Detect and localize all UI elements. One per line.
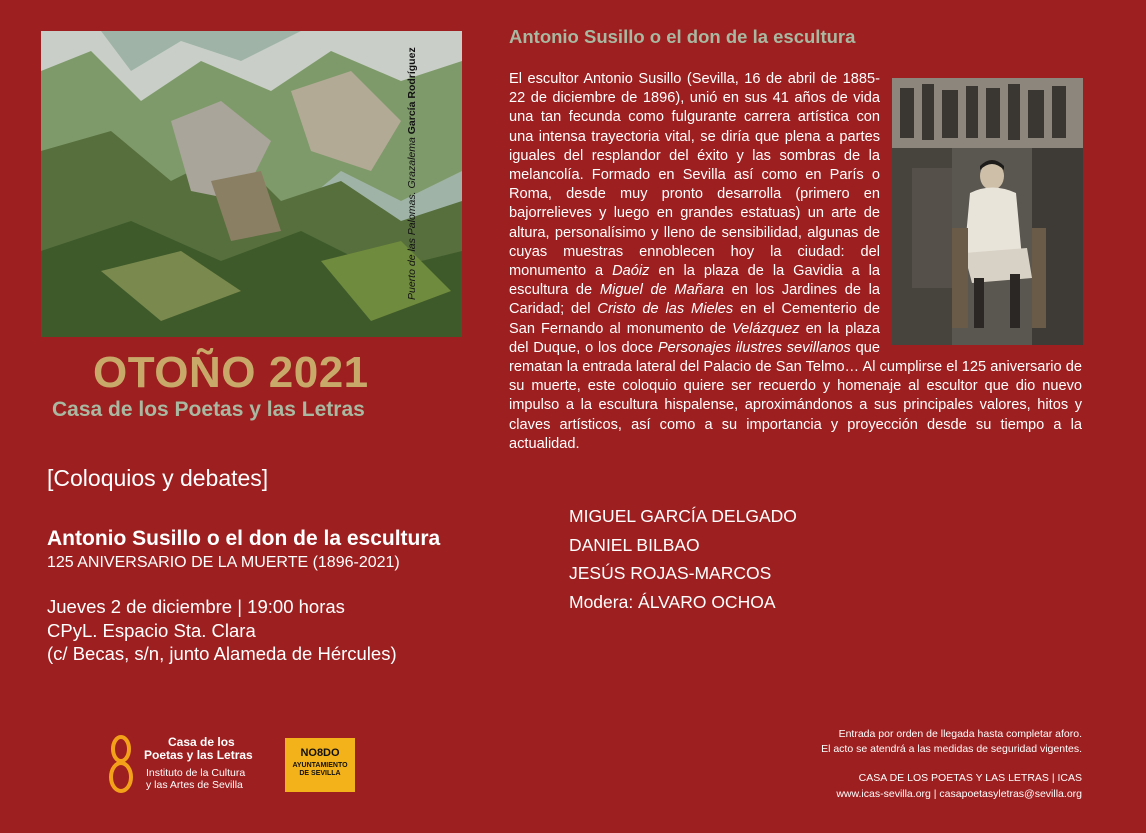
logo-casa-line2: Poetas y las Letras — [144, 748, 253, 762]
painting-credit — [406, 10, 418, 300]
article-title: Antonio Susillo o el don de la escultura — [509, 26, 856, 47]
footer-note — [821, 727, 1082, 757]
casa-poetas-logo — [108, 733, 268, 795]
footer-note-2: El acto se atendrá a las medidas de seguridad vigentes. — [821, 743, 1082, 755]
footer-org — [836, 770, 1082, 802]
footer-org-name: CASA DE LOS POETAS Y LAS LETRAS | ICAS — [858, 772, 1082, 784]
event-title: Antonio Susillo o el don de la escultura — [47, 527, 441, 550]
painting-image — [41, 31, 462, 337]
event-address: (c/ Becas, s/n, junto Alameda de Hércules) — [47, 643, 397, 664]
event-category: [Coloquios y debates] — [47, 465, 269, 491]
logo-icas-line2: y las Artes de Sevilla — [146, 779, 243, 791]
painting-credit-title: Puerto de las Palomas. Grazalema — [406, 137, 418, 300]
nodo-emblem: NO8DO — [300, 747, 340, 759]
footer-contact: www.icas-sevilla.org | casapoetasyletras@sevilla.org — [836, 788, 1082, 800]
ayto-line2: DE SEVILLA — [299, 770, 341, 777]
season-title: OTOÑO 2021 — [93, 348, 369, 397]
house-name: Casa de los Poetas y las Letras — [52, 398, 365, 421]
speaker-2: DANIEL BILBAO — [569, 535, 700, 555]
footer-note-1: Entrada por orden de llegada hasta completar aforo. — [838, 728, 1082, 740]
event-subtitle: 125 ANIVERSARIO DE LA MUERTE (1896-2021) — [47, 554, 400, 571]
logo-casa-line1: Casa de los — [168, 735, 235, 749]
moderator: Modera: ÁLVARO OCHOA — [569, 592, 776, 612]
event-date: Jueves 2 de diciembre | 19:00 horas — [47, 596, 345, 617]
logo-icas-line1: Instituto de la Cultura — [146, 767, 246, 779]
speaker-3: JESÚS ROJAS-MARCOS — [569, 563, 772, 583]
eight-icon — [108, 733, 134, 795]
painting-credit-author: García Rodríguez — [406, 47, 418, 135]
ayuntamiento-logo — [285, 738, 355, 792]
event-place: CPyL. Espacio Sta. Clara — [47, 620, 256, 641]
article-body: El escultor Antonio Susillo (Sevilla, 16 de abril de 1885-22 de diciembre de 1896), unió en sus 41 años de vida una tan fecunda como fulgurante carrera artística con una intensa trayectoria vital, se diría que plena a partes iguales del resplandor del éxito y las sombras de la melancolía. Formado en Sevilla así como en París o Roma, desde muy pronto desarrolla (primero en bajorrelieves y luego en grandes estatuas) un arte de altura, personalísimo y lleno de sensibilidad, algunas de cuyas muestras ennoblecen hoy la ciudad: del monumento a Daóiz en la plaza de la Gavidia a la escultura de Miguel de Mañara en los Jardines de la Caridad; del Cristo de las Mieles en el Cementerio de San Fernando al monumento de Velázquez en la plaza del Duque, o los doce Personajes ilustres sevillanos que rematan la entrada lateral del Palacio de San Telmo… Al cumplirse el 125 aniversario de su muerte, este coloquio quiere ser recuerdo y homenaje al escultor que dio nuevo impulso a la escultura hispalense, aproximándonos a sus principales valores, hitos y claves artísticos, así como a su importancia y proyección desde su tiempo a la actualidad. — [509, 71, 1082, 452]
speaker-1: MIGUEL GARCÍA DELGADO — [569, 506, 797, 526]
sculptor-photo — [892, 78, 1083, 345]
ayto-line1: AYUNTAMIENTO — [292, 762, 348, 769]
